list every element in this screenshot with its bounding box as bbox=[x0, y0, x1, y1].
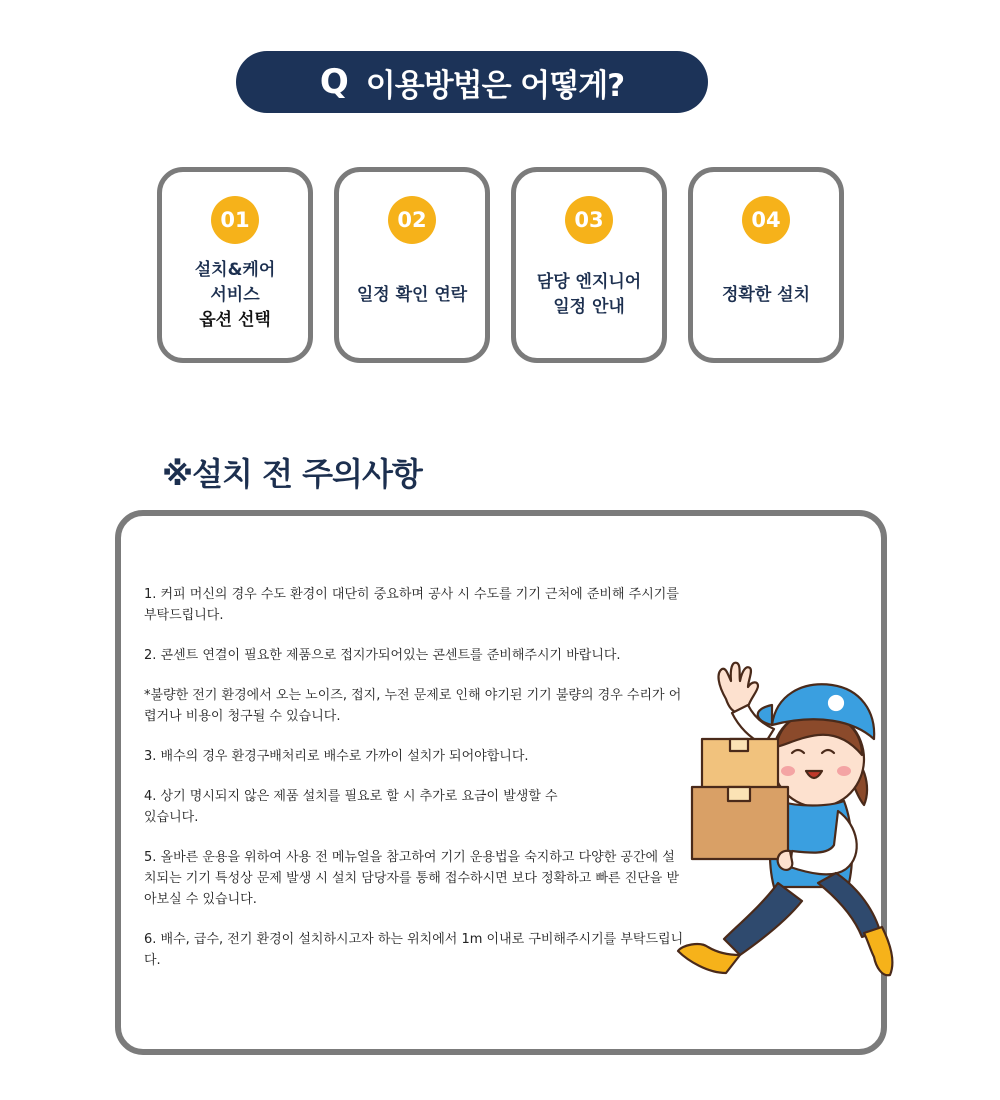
step-label-line: 설치&케어 bbox=[194, 259, 276, 280]
step-label-line: 담당 엔지니어 bbox=[536, 272, 642, 292]
notice-item: 4. 상기 명시되지 않은 제품 설치를 필요로 할 시 추가로 요금이 발생할 수 있습니다. bbox=[144, 789, 558, 825]
step-label bbox=[168, 254, 302, 336]
notice-item: 1. 커피 머신의 경우 수도 환경이 대단히 중요하며 공사 시 수도를 기기 근처에 준비해 주시기를 부탁드립니다. bbox=[144, 587, 679, 623]
process-steps bbox=[157, 167, 847, 363]
page-title-banner bbox=[236, 51, 708, 113]
delivery-worker-icon bbox=[678, 663, 892, 976]
step-label-line: 서비스 bbox=[210, 284, 260, 305]
step-label-line: 정확한 설치 bbox=[721, 284, 811, 305]
q-label: Q bbox=[319, 62, 348, 102]
page-title: 이용방법은 어떻게? bbox=[365, 67, 625, 104]
step-card-1 bbox=[157, 167, 313, 363]
notice-item: 2. 콘센트 연결이 필요한 제품으로 접지가되어있는 콘센트를 준비해주시기 바랍니다. bbox=[144, 648, 621, 663]
step-label bbox=[699, 254, 833, 336]
step-card-2 bbox=[334, 167, 490, 363]
caution-title: ※설치 전 주의사항 bbox=[162, 455, 422, 493]
delivery-worker-illustration bbox=[668, 655, 918, 995]
step-label bbox=[345, 254, 479, 336]
step-label bbox=[522, 254, 656, 336]
step-label-line: 일정 안내 bbox=[553, 297, 625, 317]
notice-item: 5. 올바른 운용을 위하여 사용 전 메뉴얼을 참고하여 기기 운용법을 숙지하고 다양한 공간에 설치되는 기기 특성상 문제 발생 시 설치 담당자를 통해 접수하시면 보다 정확하고 빠른 진단을 받아보실 수 있습니다. bbox=[144, 850, 680, 907]
step-label-line: 옵션 선택 bbox=[199, 309, 271, 330]
notice-list bbox=[144, 584, 684, 990]
step-number-badge: 02 bbox=[388, 196, 436, 244]
notice-item: 3. 배수의 경우 환경구배처리로 배수로 가까이 설치가 되어야합니다. bbox=[144, 749, 529, 764]
step-number-badge: 03 bbox=[565, 196, 613, 244]
step-number-badge: 01 bbox=[211, 196, 259, 244]
notice-item: 6. 배수, 급수, 전기 환경이 설치하시고자 하는 위치에서 1m 이내로 구비해주시기를 부탁드립니다. bbox=[144, 932, 684, 968]
step-card-4 bbox=[688, 167, 844, 363]
step-number-badge: 04 bbox=[742, 196, 790, 244]
notice-item: *불량한 전기 환경에서 오는 노이즈, 접지, 누전 문제로 인해 야기된 기기 불량의 경우 수리가 어렵거나 비용이 청구될 수 있습니다. bbox=[144, 688, 682, 724]
step-card-3 bbox=[511, 167, 667, 363]
step-label-line: 일정 확인 연락 bbox=[356, 284, 468, 305]
